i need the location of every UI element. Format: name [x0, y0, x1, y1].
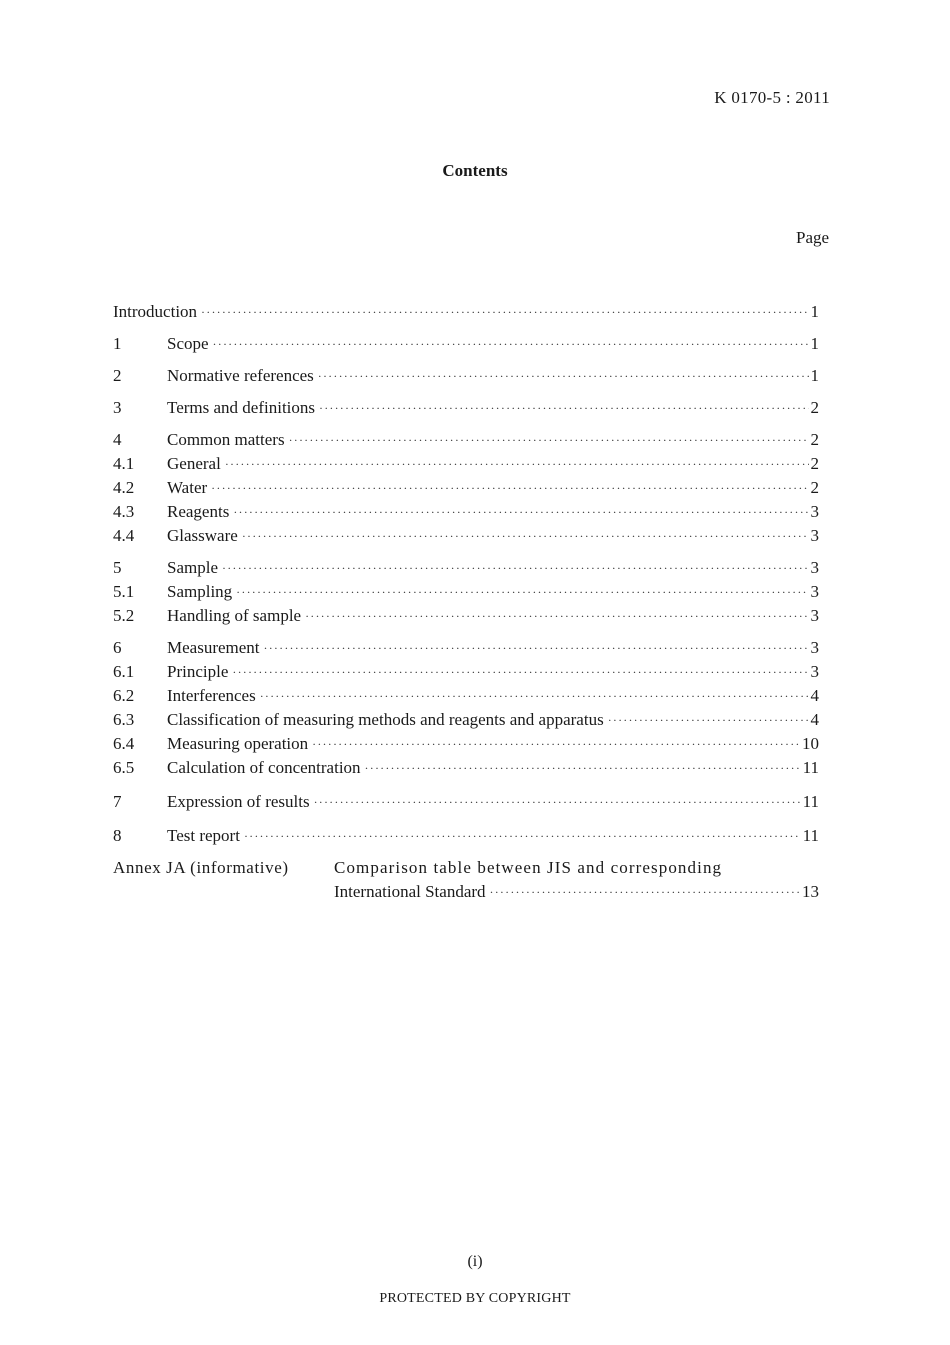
toc-entry-page: 11	[802, 792, 819, 811]
toc-entry-number: 8	[113, 826, 122, 845]
document-id: K 0170-5 : 2011	[714, 88, 830, 107]
dot-leader	[608, 708, 809, 732]
toc-entry-page: 3	[810, 638, 819, 657]
toc-entry-number: 6.1	[113, 662, 135, 681]
toc-entry-label: Test report	[167, 826, 240, 845]
dot-leader	[264, 636, 809, 660]
toc-entry-page: 3	[810, 526, 819, 545]
toc-entry-label: Expression of results	[167, 792, 310, 811]
toc-entry-page: 11	[802, 826, 819, 845]
toc-entry-4-1[interactable]	[113, 452, 819, 476]
annex-heading	[113, 856, 819, 880]
toc-entry-4-4[interactable]	[113, 524, 819, 548]
toc-entry-page: 3	[810, 662, 819, 681]
toc-entry-page: 2	[810, 398, 819, 417]
toc-entry-number: 6	[113, 638, 122, 657]
toc-entry-page: 2	[810, 430, 819, 449]
toc-entry-3[interactable]	[113, 396, 819, 420]
toc-entry-label: Sample	[167, 558, 218, 577]
toc-entry-number: 5	[113, 558, 122, 577]
toc-entry-number: 7	[113, 792, 122, 811]
toc-entry-label: Introduction	[113, 302, 198, 321]
toc-entry-5-1[interactable]	[113, 580, 819, 604]
dot-leader	[314, 790, 801, 814]
toc-entry-7[interactable]	[113, 790, 819, 814]
toc-entry-6-3[interactable]	[113, 708, 819, 732]
toc-entry-label: Principle	[167, 662, 229, 681]
toc-entry-annex-ja[interactable]	[113, 856, 819, 905]
toc-entry-4[interactable]	[113, 428, 819, 452]
annex-page: 13	[802, 882, 819, 901]
toc-entry-page: 4	[810, 710, 819, 729]
toc-entry-6-2[interactable]	[113, 684, 819, 708]
toc-entry-label: Classification of measuring methods and reagents and apparatus	[167, 710, 604, 729]
toc-entry-label: General	[167, 454, 221, 473]
toc-entry-1[interactable]	[113, 332, 819, 356]
toc-entry-6-5[interactable]	[113, 756, 819, 780]
toc-entry-page: 1	[810, 302, 819, 321]
toc-entry-number: 4.1	[113, 454, 135, 473]
toc-entry-page: 1	[810, 366, 819, 385]
dot-leader	[305, 604, 808, 628]
toc-entry-label: Measuring operation	[167, 734, 309, 753]
toc-entry-label: Glassware	[167, 526, 238, 545]
toc-entry-label: Sampling	[167, 582, 233, 601]
toc-entry-8[interactable]	[113, 824, 819, 848]
page-column-label: Page	[796, 228, 830, 247]
toc-entry-label: Scope	[167, 334, 209, 353]
toc-entry-4-3[interactable]	[113, 500, 819, 524]
toc-entry-page: 3	[810, 606, 819, 625]
annex-title-line1: Comparison table between JIS and corresponding	[334, 858, 723, 877]
dot-leader	[318, 364, 809, 388]
toc-entry-page: 2	[810, 478, 819, 497]
toc-entry-6-4[interactable]	[113, 732, 819, 756]
toc-entry-2[interactable]	[113, 364, 819, 388]
toc-entry-page: 4	[810, 686, 819, 705]
toc-entry-number: 4.3	[113, 502, 135, 521]
dot-leader	[319, 396, 808, 420]
toc-entry-number: 4.4	[113, 526, 135, 545]
toc-entry-page: 3	[810, 582, 819, 601]
dot-leader	[490, 880, 800, 904]
toc-entry-number: 6.5	[113, 758, 135, 777]
toc-entry-6[interactable]	[113, 636, 819, 660]
annex-title-line2: International Standard	[334, 882, 486, 901]
dot-leader	[365, 756, 801, 780]
toc-entry-number: 5.1	[113, 582, 135, 601]
dot-leader	[312, 732, 800, 756]
toc-entry-number: 6.4	[113, 734, 135, 753]
toc-entry-page: 3	[810, 502, 819, 521]
toc-entry-label: Terms and definitions	[167, 398, 316, 417]
copyright-footer: PROTECTED BY COPYRIGHT	[379, 1291, 571, 1306]
dot-leader	[236, 580, 808, 604]
page-number: (i)	[467, 1253, 483, 1270]
dot-leader	[222, 556, 809, 580]
dot-leader	[201, 300, 808, 324]
dot-leader	[225, 452, 809, 476]
dot-leader	[211, 476, 808, 500]
dot-leader	[260, 684, 809, 708]
toc-entry-label: Water	[167, 478, 208, 497]
toc-entry-page: 1	[810, 334, 819, 353]
toc-entry-6-1[interactable]	[113, 660, 819, 684]
toc-entry-number: 5.2	[113, 606, 135, 625]
toc-entry-5-2[interactable]	[113, 604, 819, 628]
toc-entry-4-2[interactable]	[113, 476, 819, 500]
toc-entry-number: 2	[113, 366, 122, 385]
toc-entry-label: Common matters	[167, 430, 285, 449]
toc-entry-label: Measurement	[167, 638, 260, 657]
toc-entry-number: 4.2	[113, 478, 135, 497]
toc-entry-introduction[interactable]	[113, 300, 819, 324]
toc-entry-label: Normative references	[167, 366, 314, 385]
toc-entry-5[interactable]	[113, 556, 819, 580]
dot-leader	[242, 524, 809, 548]
toc-entry-number: 6.2	[113, 686, 135, 705]
toc-entry-number: 4	[113, 430, 122, 449]
toc-entry-number: 6.3	[113, 710, 135, 729]
toc-entry-number: 1	[113, 334, 122, 353]
toc-entry-page: 2	[810, 454, 819, 473]
page-title: Contents	[442, 161, 508, 180]
toc-entry-label: Reagents	[167, 502, 230, 521]
annex-title-row2	[334, 880, 819, 905]
dot-leader	[232, 660, 808, 684]
dot-leader	[233, 500, 808, 524]
toc-entry-label: Handling of sample	[167, 606, 302, 625]
toc-entry-label: Interferences	[167, 686, 256, 705]
toc-entry-page: 11	[802, 758, 819, 777]
toc-entry-label: Calculation of concentration	[167, 758, 361, 777]
table-of-contents	[113, 300, 819, 848]
toc-entry-page: 10	[802, 734, 819, 753]
toc-entry-number: 3	[113, 398, 122, 417]
dot-leader	[244, 824, 801, 848]
toc-entry-page: 3	[810, 558, 819, 577]
dot-leader	[213, 332, 809, 356]
dot-leader	[289, 428, 809, 452]
annex-prefix: Annex JA (informative)	[113, 858, 289, 877]
